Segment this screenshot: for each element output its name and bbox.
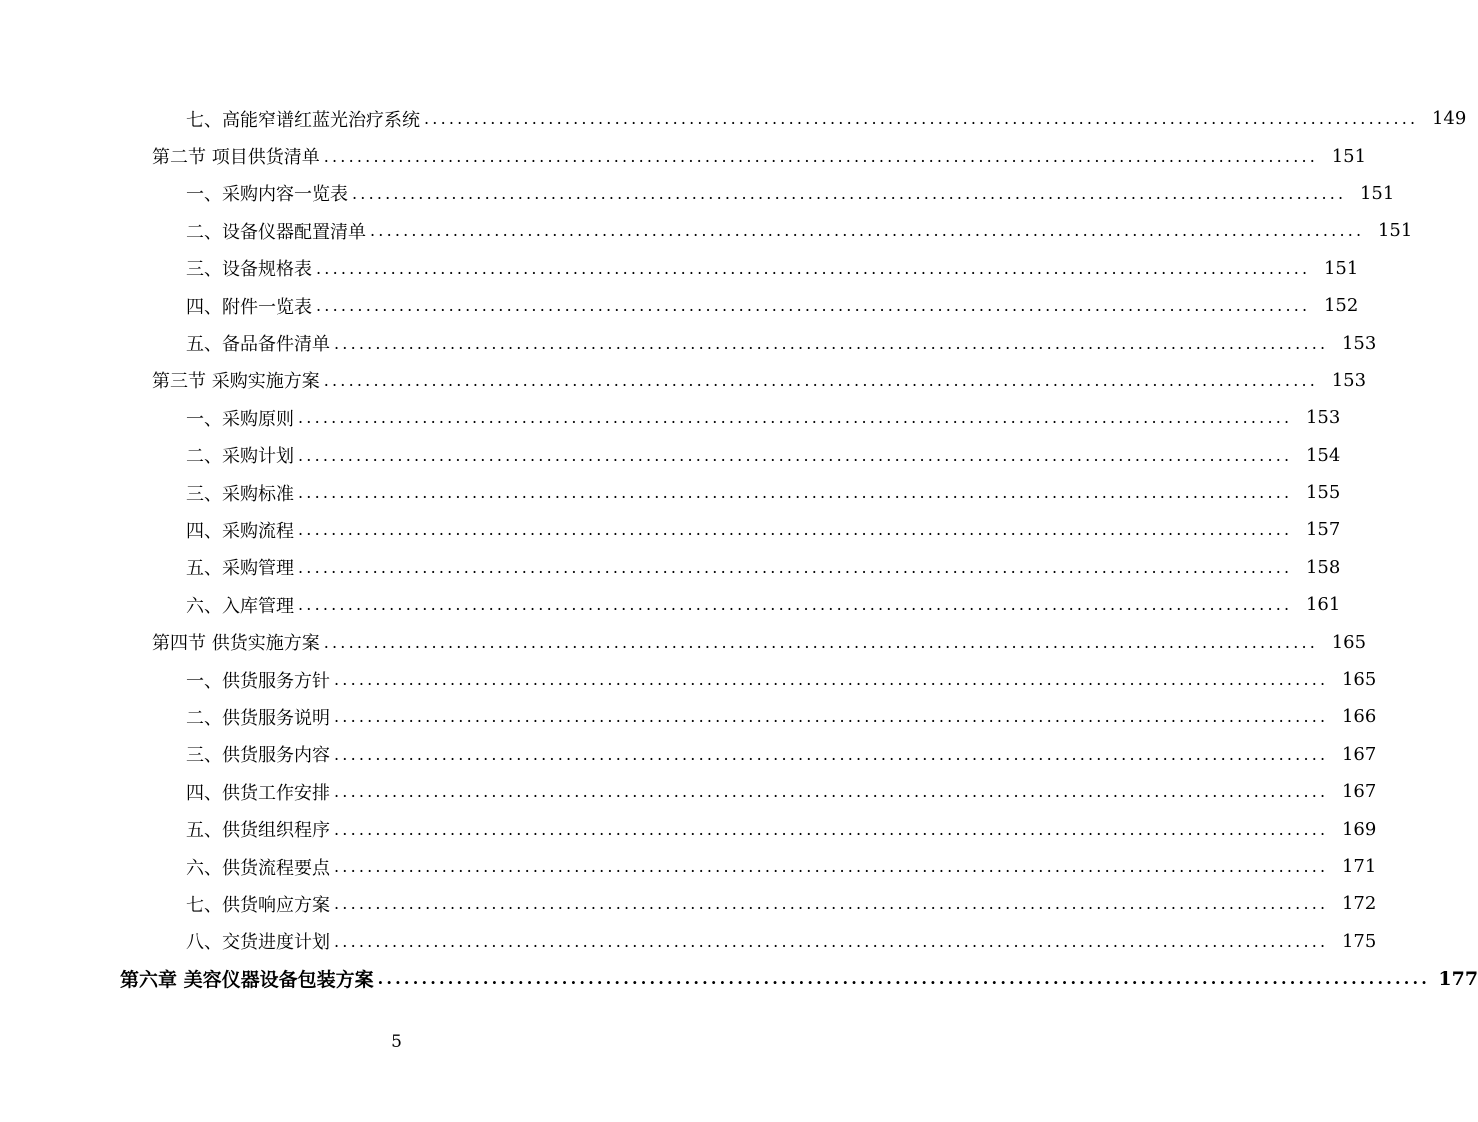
toc-entry-title: 四、附件一览表: [186, 296, 312, 318]
toc-entry-page: 149: [1431, 108, 1467, 130]
toc-entry[interactable]: [0, 848, 1377, 885]
toc-entry-page: 151: [1377, 220, 1413, 242]
dot-leader: ........................................................................................................................: [323, 632, 1319, 652]
toc-entry[interactable]: [0, 586, 1341, 623]
toc-entry[interactable]: [0, 960, 1478, 997]
toc-entry-title: 第三节 采购实施方案: [152, 371, 320, 393]
toc-entry[interactable]: [0, 137, 1367, 174]
dot-leader: ........................................................................................................................: [298, 445, 1293, 465]
dot-leader: ........................................................................................................................: [316, 258, 1311, 278]
toc-entry[interactable]: [0, 212, 1413, 249]
dot-leader: ........................................................................................................................: [370, 221, 1365, 241]
toc-entry-page: 151: [1359, 182, 1395, 204]
dot-leader: ........................................................................................................................: [334, 857, 1329, 876]
toc-entry-page: 165: [1331, 631, 1367, 653]
toc-entry-title: 二、设备仪器配置清单: [186, 221, 366, 243]
dot-leader: ........................................................................................................................: [323, 146, 1319, 166]
dot-leader: ........................................................................................................................: [377, 969, 1431, 989]
toc-entry-page: 151: [1331, 145, 1367, 167]
toc-entry[interactable]: [0, 250, 1359, 287]
toc-entry-page: 171: [1341, 856, 1377, 877]
toc-entry-title: 三、采购标准: [186, 483, 294, 505]
toc-entry-page: 157: [1305, 519, 1341, 541]
toc-entry[interactable]: [0, 885, 1377, 922]
dot-leader: ........................................................................................................................: [334, 744, 1329, 764]
toc-entry-page: 161: [1305, 594, 1341, 616]
dot-leader: ........................................................................................................................: [352, 183, 1347, 203]
toc-entry[interactable]: [0, 810, 1377, 847]
toc-entry-title: 二、采购计划: [186, 446, 294, 468]
toc-entry[interactable]: [0, 100, 1467, 137]
toc-entry-page: 167: [1341, 781, 1377, 803]
toc-entry[interactable]: [0, 324, 1377, 361]
toc-entry-title: 七、供货响应方案: [186, 894, 330, 916]
toc-entry-page: 172: [1341, 893, 1377, 915]
toc-entry-page: 175: [1341, 930, 1377, 952]
dot-leader: ........................................................................................................................: [334, 931, 1329, 951]
toc-entry[interactable]: [0, 698, 1377, 735]
dot-leader: ........................................................................................................................: [334, 782, 1329, 802]
toc-entry[interactable]: [0, 511, 1341, 548]
toc-entry-title: 八、交货进度计划: [186, 932, 330, 954]
toc-entry-title: 三、设备规格表: [186, 259, 312, 281]
toc-entry-page: 154: [1305, 444, 1341, 466]
toc-entry-title: 五、备品备件清单: [186, 334, 330, 356]
dot-leader: ........................................................................................................................: [334, 333, 1329, 353]
toc-entry-title: 五、供货组织程序: [186, 820, 330, 842]
toc-entry-page: 158: [1305, 556, 1341, 578]
table-of-contents: [0, 100, 1478, 997]
dot-leader: ........................................................................................................................: [323, 370, 1319, 390]
toc-entry-title: 四、供货工作安排: [186, 782, 330, 804]
toc-entry-title: 三、供货服务内容: [186, 745, 330, 767]
dot-leader: ........................................................................................................................: [334, 670, 1329, 690]
toc-entry-page: 167: [1341, 743, 1377, 765]
dot-leader: ........................................................................................................................: [298, 408, 1293, 428]
toc-entry-page: 153: [1331, 369, 1367, 391]
toc-entry-title: 第四节 供货实施方案: [152, 633, 320, 655]
toc-entry[interactable]: [0, 437, 1341, 474]
toc-entry-page: 169: [1341, 818, 1377, 840]
toc-entry[interactable]: [0, 736, 1377, 773]
toc-entry[interactable]: [0, 661, 1377, 698]
dot-leader: ........................................................................................................................: [424, 109, 1419, 129]
toc-entry-title: 一、采购原则: [186, 408, 294, 430]
dot-leader: ........................................................................................................................: [298, 483, 1293, 503]
toc-entry-page: 165: [1341, 669, 1377, 691]
dot-leader: ........................................................................................................................: [298, 557, 1293, 577]
toc-entry[interactable]: [0, 399, 1341, 436]
toc-entry-title: 七、高能窄谱红蓝光治疗系统: [186, 109, 420, 131]
toc-entry-page: 155: [1305, 482, 1341, 504]
toc-entry[interactable]: [0, 623, 1367, 660]
toc-entry[interactable]: [0, 175, 1395, 212]
toc-entry-page: 151: [1323, 257, 1359, 279]
toc-entry[interactable]: [0, 474, 1341, 511]
dot-leader: ........................................................................................................................: [316, 296, 1311, 316]
dot-leader: ........................................................................................................................: [298, 595, 1293, 615]
toc-entry[interactable]: [0, 362, 1367, 399]
page-number: 5: [391, 1032, 402, 1052]
dot-leader: ........................................................................................................................: [334, 819, 1329, 839]
toc-entry-page: 153: [1341, 332, 1377, 354]
toc-entry[interactable]: [0, 773, 1377, 810]
toc-entry-title: 四、采购流程: [186, 520, 294, 542]
toc-entry[interactable]: [0, 923, 1377, 960]
dot-leader: ........................................................................................................................: [334, 707, 1329, 727]
toc-entry-title: 二、供货服务说明: [186, 707, 330, 729]
toc-entry[interactable]: [0, 287, 1359, 324]
toc-entry-page: 152: [1323, 295, 1359, 317]
toc-entry-page: 166: [1341, 706, 1377, 728]
toc-entry-title: 一、采购内容一览表: [186, 184, 348, 206]
toc-entry-title: 一、供货服务方针: [186, 670, 330, 692]
dot-leader: ........................................................................................................................: [334, 894, 1329, 914]
toc-entry-page: 177: [1438, 967, 1478, 990]
toc-entry[interactable]: [0, 549, 1341, 586]
toc-entry-title: 五、采购管理: [186, 558, 294, 580]
toc-entry-title: 第二节 项目供货清单: [152, 147, 320, 169]
toc-entry-title: 第六章 美容仪器设备包装方案: [120, 969, 374, 992]
toc-entry-title: 六、入库管理: [186, 595, 294, 617]
toc-entry-page: 153: [1305, 407, 1341, 429]
dot-leader: ........................................................................................................................: [298, 520, 1293, 540]
toc-entry-title: 六、供货流程要点: [186, 857, 330, 879]
